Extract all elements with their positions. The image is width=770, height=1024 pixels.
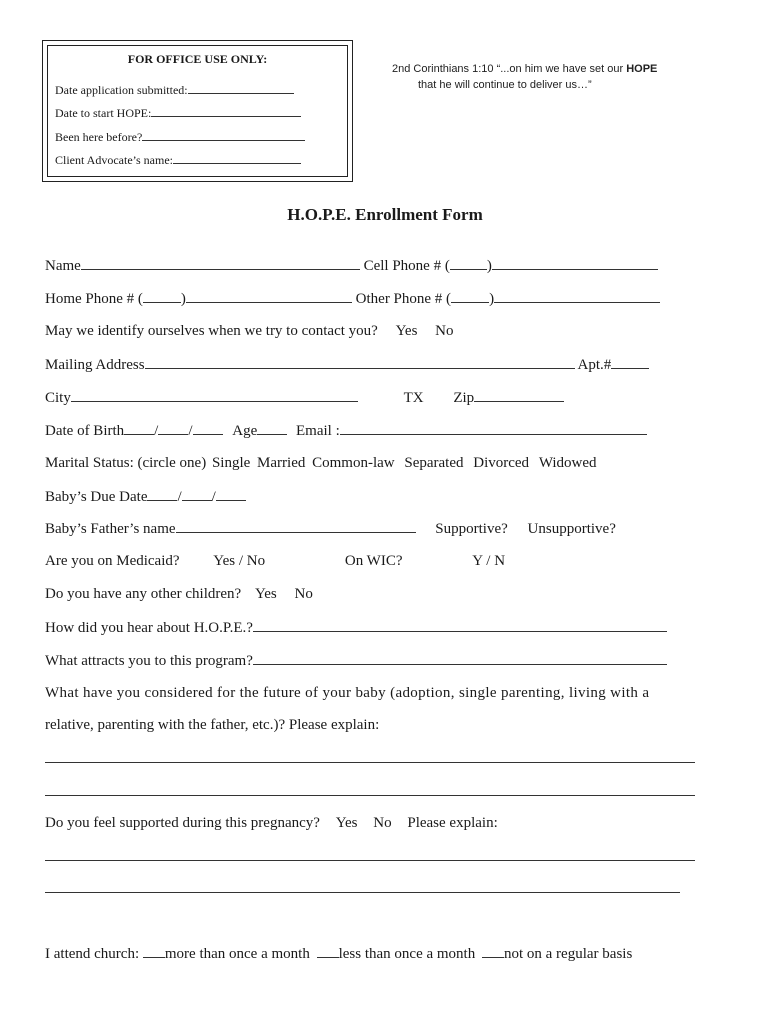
mailing-blank[interactable]	[145, 354, 575, 369]
home-phone-label: Home Phone # (	[45, 291, 143, 307]
name-label: Name	[45, 258, 81, 274]
supported-explain-label: Please explain:	[407, 815, 498, 831]
city-label: City	[45, 390, 71, 406]
medicaid-yes-no-option[interactable]: Yes / No	[213, 553, 266, 569]
attracts-question: What attracts you to this program?	[45, 653, 253, 669]
children-no-option[interactable]: No	[294, 586, 313, 602]
verse-line-2: that he will continue to deliver us…”	[418, 79, 592, 91]
marital-option-widowed[interactable]: Widowed	[538, 455, 597, 471]
cell-phone-label: Cell Phone # (	[363, 258, 450, 274]
due-month-blank[interactable]	[147, 486, 177, 501]
office-been-here-label: Been here before?	[55, 130, 143, 144]
dob-month-blank[interactable]	[124, 420, 154, 435]
office-advocate	[55, 153, 301, 168]
office-date-submitted-blank[interactable]	[188, 83, 294, 94]
row-medicaid	[45, 551, 505, 571]
heard-blank[interactable]	[253, 617, 667, 632]
church-label: I attend church:	[45, 946, 140, 962]
attracts-blank[interactable]	[253, 650, 667, 665]
home-area-blank[interactable]	[143, 288, 181, 303]
zip-label: Zip	[453, 390, 475, 406]
marital-option-divorced[interactable]: Divorced	[473, 455, 530, 471]
wic-question: On WIC?	[344, 553, 403, 569]
marital-option-separated[interactable]: Separated	[404, 455, 464, 471]
future-question-line-1: What have you considered for the future of your baby (adoption, single parenting, living with a	[45, 685, 650, 701]
office-date-start-label: Date to start HOPE:	[55, 106, 152, 120]
state-label: TX	[403, 390, 424, 406]
heard-question: How did you hear about H.O.P.E.?	[45, 620, 253, 636]
church-option-not-regular: not on a regular basis	[503, 946, 633, 962]
office-date-start-blank[interactable]	[151, 106, 301, 117]
cell-number-blank[interactable]	[492, 255, 658, 270]
marital-option-married[interactable]: Married	[257, 455, 306, 471]
office-been-here	[55, 130, 305, 145]
father-unsupportive-option[interactable]: Unsupportive?	[527, 521, 616, 537]
father-supportive-option[interactable]: Supportive?	[435, 521, 508, 537]
row-mailing	[45, 354, 649, 374]
row-church	[45, 943, 632, 963]
office-date-start	[55, 106, 301, 121]
due-day-blank[interactable]	[182, 486, 212, 501]
dob-year-blank[interactable]	[193, 420, 223, 435]
identify-no-option[interactable]: No	[435, 323, 454, 339]
father-name-label: Baby’s Father’s name	[45, 521, 176, 537]
home-number-blank[interactable]	[186, 288, 352, 303]
home-paren: )	[180, 291, 186, 307]
name-blank[interactable]	[81, 255, 360, 270]
future-question-line-2: relative, parenting with the father, etc.)? Please explain:	[45, 717, 380, 733]
row-attracts	[45, 650, 667, 670]
city-blank[interactable]	[71, 387, 358, 402]
supported-yes-option[interactable]: Yes	[335, 815, 358, 831]
row-marital	[45, 453, 597, 473]
marital-option-common-law[interactable]: Common-law	[312, 455, 395, 471]
dob-label: Date of Birth	[45, 423, 125, 439]
church-opt2-blank[interactable]	[317, 943, 339, 958]
apt-blank[interactable]	[611, 354, 649, 369]
due-slash-2: /	[211, 489, 216, 505]
identify-yes-option[interactable]: Yes	[395, 323, 418, 339]
due-slash-1: /	[177, 489, 182, 505]
cell-area-blank[interactable]	[450, 255, 487, 270]
row-phones	[45, 288, 660, 308]
dob-day-blank[interactable]	[158, 420, 188, 435]
children-yes-option[interactable]: Yes	[254, 586, 277, 602]
office-date-submitted	[55, 83, 294, 98]
church-opt3-blank[interactable]	[482, 943, 504, 958]
marital-label: Marital Status: (circle one)	[45, 455, 207, 471]
church-option-more: more than once a month	[164, 946, 310, 962]
row-heard	[45, 617, 667, 637]
verse-hope: HOPE	[626, 63, 658, 75]
zip-blank[interactable]	[474, 387, 564, 402]
supported-question: Do you feel supported during this pregnancy?	[45, 815, 320, 831]
age-label: Age	[232, 423, 258, 439]
dob-slash-2: /	[188, 423, 193, 439]
due-date-label: Baby’s Due Date	[45, 489, 148, 505]
church-option-less: less than once a month	[338, 946, 476, 962]
verse-text: 2nd Corinthians 1:10 “...on him we have set our	[392, 63, 627, 75]
email-label: Email :	[296, 423, 340, 439]
office-date-submitted-label: Date application submitted:	[55, 83, 188, 97]
due-year-blank[interactable]	[216, 486, 246, 501]
age-blank[interactable]	[257, 420, 287, 435]
marital-option-single[interactable]: Single	[211, 455, 251, 471]
supported-no-option[interactable]: No	[373, 815, 392, 831]
supported-answer-line-1[interactable]	[45, 860, 695, 861]
row-dob	[45, 420, 647, 440]
row-due-date	[45, 486, 246, 506]
verse-line-1	[392, 63, 657, 75]
father-name-blank[interactable]	[176, 518, 416, 533]
row-city	[45, 387, 564, 407]
form-title: H.O.P.E. Enrollment Form	[287, 205, 483, 224]
row-name	[45, 255, 658, 275]
future-answer-line-2[interactable]	[45, 795, 695, 796]
office-been-here-blank[interactable]	[142, 130, 305, 141]
other-number-blank[interactable]	[494, 288, 660, 303]
office-advocate-blank[interactable]	[173, 153, 301, 164]
other-phone-label: Other Phone # (	[355, 291, 452, 307]
office-use-title: FOR OFFICE USE ONLY:	[127, 52, 268, 66]
other-area-blank[interactable]	[451, 288, 489, 303]
row-children	[45, 584, 313, 604]
office-advocate-label: Client Advocate’s name:	[55, 153, 173, 167]
church-opt1-blank[interactable]	[143, 943, 165, 958]
mailing-label: Mailing Address	[45, 357, 145, 373]
apt-label: Apt.#	[577, 357, 612, 373]
medicaid-question: Are you on Medicaid?	[45, 553, 180, 569]
supported-answer-line-2[interactable]	[45, 892, 680, 893]
future-answer-line-1[interactable]	[45, 762, 695, 763]
email-blank[interactable]	[340, 420, 647, 435]
cell-paren: )	[486, 258, 492, 274]
wic-y-n-option[interactable]: Y / N	[472, 553, 506, 569]
identify-question: May we identify ourselves when we try to contact you?	[45, 323, 378, 339]
other-paren: )	[489, 291, 495, 307]
row-identify	[45, 321, 454, 341]
children-question: Do you have any other children?	[45, 586, 242, 602]
row-father	[45, 518, 616, 538]
row-supported	[45, 813, 498, 833]
dob-slash-1: /	[154, 423, 159, 439]
